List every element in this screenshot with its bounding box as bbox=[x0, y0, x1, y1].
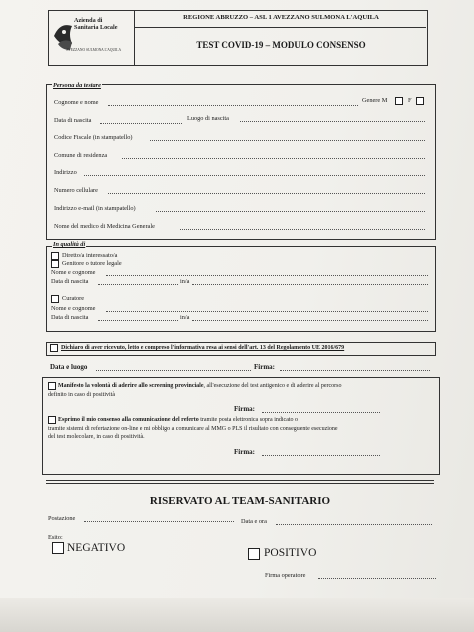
page-shadow bbox=[0, 598, 474, 632]
checkbox-genere-m[interactable] bbox=[395, 97, 403, 105]
field-cellulare[interactable] bbox=[108, 193, 425, 194]
field-data-nascita[interactable] bbox=[100, 123, 182, 124]
informativa-text: Dichiaro di aver ricevuto, letto e compreso l'informativa resa ai sensi dell'art. 13 del Regolamento UE 2016/679 bbox=[61, 345, 345, 351]
field-medico[interactable] bbox=[180, 229, 425, 230]
referto-rest: tramite posta elettronica sopra indicato o bbox=[198, 417, 299, 423]
label-firma-operatore: Firma operatore bbox=[265, 572, 306, 579]
field-email[interactable] bbox=[156, 211, 425, 212]
referto-bold: Esprimo il mio consenso alla comunicazione del referto bbox=[58, 417, 199, 423]
field-indirizzo[interactable] bbox=[84, 175, 425, 176]
screening-bold: Manifesto la volontà di aderire allo screening provinciale bbox=[58, 383, 204, 389]
label-nome-cognome: Nome e cognome bbox=[51, 269, 96, 276]
label-curatore-in-a: in/a bbox=[180, 314, 190, 321]
checkbox-informativa[interactable] bbox=[50, 344, 58, 352]
label-comune: Comune di residenza bbox=[54, 152, 108, 159]
label-cellulare: Numero cellulare bbox=[54, 187, 98, 194]
persona-section-label: Persona da testare bbox=[53, 82, 101, 89]
persona-section bbox=[46, 84, 436, 240]
label-esito: Esito: bbox=[48, 534, 63, 541]
field-tutore-nome[interactable] bbox=[106, 275, 428, 276]
label-genitore: Genitore o tutore legale bbox=[62, 260, 122, 267]
field-firma-operatore[interactable] bbox=[318, 578, 436, 579]
field-luogo-nascita[interactable] bbox=[240, 121, 425, 122]
checkbox-positivo[interactable] bbox=[248, 548, 260, 560]
checkbox-negativo[interactable] bbox=[52, 542, 64, 554]
field-curatore-nome[interactable] bbox=[106, 311, 428, 312]
checkbox-curatore[interactable] bbox=[51, 295, 59, 303]
field-tutore-data-nascita[interactable] bbox=[98, 284, 178, 285]
riservato-title: RISERVATO AL TEAM-SANITARIO bbox=[149, 495, 331, 507]
section-divider-2 bbox=[46, 483, 434, 484]
label-data-nascita: Data di nascita bbox=[54, 117, 92, 124]
checkbox-referto[interactable] bbox=[48, 416, 56, 424]
form-title: TEST COVID-19 – MODULO CONSENSO bbox=[196, 40, 366, 50]
region-heading: REGIONE ABRUZZO – ASL 1 AVEZZANO SULMONA L'AQUILA bbox=[183, 14, 379, 21]
referto-text bbox=[58, 417, 298, 423]
referto-line3: del test molecolare, in caso di positività. bbox=[48, 434, 145, 440]
checkbox-diretto[interactable] bbox=[51, 252, 59, 260]
field-data-ora[interactable] bbox=[276, 524, 432, 525]
logo-subtitle: AVEZZANO SULMONA L'AQUILA bbox=[66, 48, 122, 52]
label-data-ora: Data e ora bbox=[241, 518, 267, 525]
qualita-section-label: In qualità di bbox=[53, 241, 86, 248]
checkbox-screening[interactable] bbox=[48, 382, 56, 390]
field-cognome-nome[interactable] bbox=[108, 105, 358, 106]
label-firma-data-luogo: Firma: bbox=[254, 363, 275, 371]
referto-line2: tramite sistemi di refertazione on-line e mi obbligo a comunicare al MMG o PLS il risultato con conseguente esecuzione bbox=[48, 426, 338, 432]
label-data-luogo: Data e luogo bbox=[50, 363, 88, 371]
field-postazione[interactable] bbox=[84, 521, 234, 522]
label-negativo: NEGATIVO bbox=[67, 542, 126, 554]
label-email: Indirizzo e-mail (in stampatello) bbox=[54, 205, 136, 212]
label-postazione: Postazione bbox=[48, 515, 76, 522]
label-medico: Nome del medico di Medicina Generale bbox=[54, 223, 155, 230]
label-cognome-nome: Cognome e nome bbox=[54, 99, 99, 106]
label-curatore-data-nascita: Data di nascita bbox=[51, 314, 89, 321]
label-indirizzo: Indirizzo bbox=[54, 169, 77, 176]
field-codice-fiscale[interactable] bbox=[150, 140, 425, 141]
field-curatore-data-nascita[interactable] bbox=[98, 320, 178, 321]
asl-logo bbox=[50, 14, 132, 60]
header-divider-h bbox=[134, 27, 426, 28]
label-firma-screening: Firma: bbox=[234, 405, 255, 413]
field-firma-data-luogo[interactable] bbox=[280, 370, 430, 371]
label-diretto: Diretto/a interessato/a bbox=[62, 252, 118, 259]
screening-text bbox=[58, 383, 342, 389]
label-curatore-nome: Nome e cognome bbox=[51, 305, 96, 312]
screening-rest: , all'esecuzione del test antigenico e di aderire al percorso bbox=[203, 383, 342, 389]
label-firma-referto: Firma: bbox=[234, 448, 255, 456]
field-tutore-luogo[interactable] bbox=[192, 284, 428, 285]
checkbox-genitore[interactable] bbox=[51, 260, 59, 268]
header-divider bbox=[134, 10, 135, 65]
field-data-luogo[interactable] bbox=[96, 370, 251, 371]
field-firma-referto[interactable] bbox=[262, 455, 380, 456]
label-luogo-nascita: Luogo di nascita bbox=[187, 115, 229, 122]
screening-line2: definito in caso di positività bbox=[48, 392, 115, 398]
field-comune[interactable] bbox=[122, 158, 425, 159]
label-tutore-data-nascita: Data di nascita bbox=[51, 278, 89, 285]
label-genere: Genere M bbox=[362, 97, 388, 104]
label-codice-fiscale: Codice Fiscale (in stampatello) bbox=[54, 134, 133, 141]
label-genere-f: F bbox=[408, 97, 412, 104]
section-divider bbox=[46, 480, 434, 481]
logo-name: Azienda di Sanitaria Locale bbox=[74, 17, 118, 31]
label-positivo: POSITIVO bbox=[264, 547, 317, 559]
field-curatore-luogo[interactable] bbox=[192, 320, 428, 321]
field-firma-screening[interactable] bbox=[262, 412, 380, 413]
label-tutore-in-a: in/a bbox=[180, 278, 190, 285]
label-curatore: Curatore bbox=[62, 295, 85, 302]
checkbox-genere-f[interactable] bbox=[416, 97, 424, 105]
